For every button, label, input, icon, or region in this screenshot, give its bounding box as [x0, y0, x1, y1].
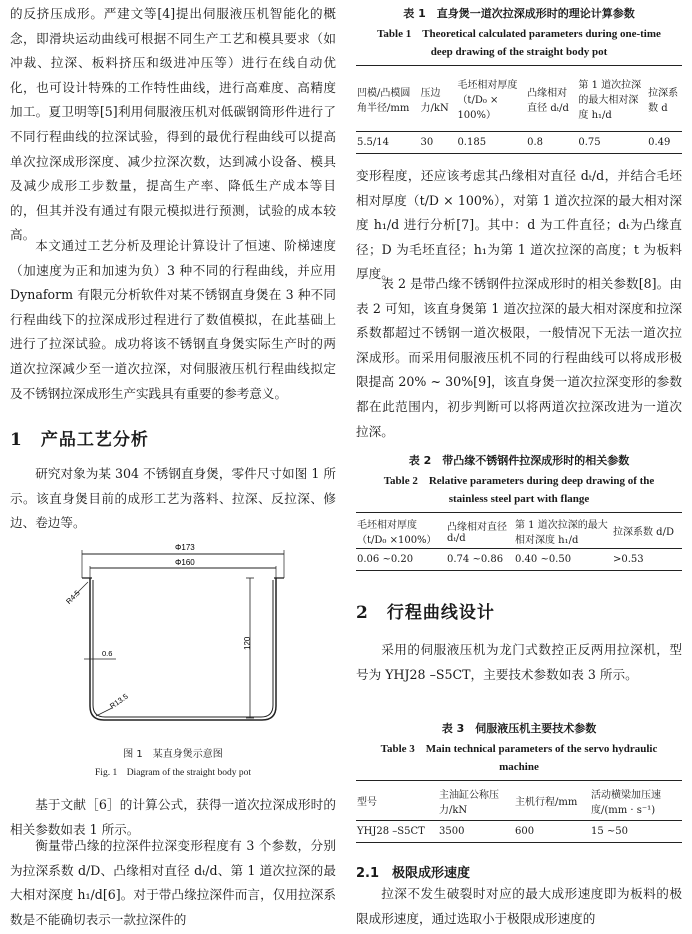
thickness-label: 0.6 — [102, 649, 113, 658]
table-1-header-thickness: 毛坯相对厚度（t/D₀ × 100%） — [457, 80, 518, 121]
table-1-row — [356, 132, 682, 154]
table-3 — [356, 780, 682, 843]
table-2-cell: 0.06 ~0.20 — [357, 554, 414, 565]
table-3-header-stroke: 主机行程/mm — [515, 797, 578, 808]
top-radius-label: R4.5 — [64, 588, 82, 606]
left-paragraph-5: 衡量带凸缘的拉深件拉深变形程度有 3 个参数，分别为拉深系数 d/D、凸缘相对直径 dₜ/d、第 1 道次拉深的最大相对深度 h₁/d[6]。对于带凸缘拉深件而言，仅用拉深系数是不能确切表示一款拉深件的 — [10, 838, 336, 927]
table-2-cell: 0.40 ~0.50 — [515, 554, 572, 565]
left-paragraph-3: 研究对象为某 304 不锈钢直身煲，零件尺寸如图 1 所示。该直身煲目前的成形工艺为落料、拉深、反拉深、修边、卷边等。 — [10, 466, 336, 531]
table-3-header-speed: 活动横梁加压速度/(mm · s⁻¹) — [591, 789, 661, 816]
table-3-row — [356, 821, 682, 843]
figure-1-caption-en: Fig. 1 Diagram of the straight body pot — [95, 768, 251, 778]
table-3-cell: 15 ~50 — [591, 826, 629, 837]
table-3-cell: 3500 — [439, 826, 465, 837]
table-2-cell: 0.74 ~0.86 — [447, 554, 504, 565]
table-2-caption-en-1: Table 2 Relative parameters during deep drawing of the — [383, 475, 655, 487]
height-label: 120 — [243, 636, 252, 650]
inner-diameter-label: Φ160 — [175, 558, 195, 567]
table-3-caption-en-2: machine — [499, 761, 539, 773]
figure-1-caption-cn: 图 1 某直身煲示意图 — [123, 749, 223, 760]
table-1 — [356, 65, 682, 154]
right-paragraph-3: 采用的伺服液压机为龙门式数控正反两用拉深机，型号为 YHJ28 –S5CT，主要技术参数如表 3 所示。 — [356, 642, 682, 682]
table-3-block — [356, 720, 682, 843]
table-3-caption-cn: 表 3 伺服液压机主要技术参数 — [441, 722, 597, 735]
table-2-caption-cn: 表 2 带凸缘不锈钢件拉深成形时的相关参数 — [408, 454, 630, 467]
table-3-header-pressure: 主油缸公称压力/kN — [439, 789, 499, 816]
right-paragraph-2: 表 2 是带凸缘不锈钢件拉深成形时的相关参数[8]。由表 2 可知，该直身煲第 1 道次拉深的最大相对深度和拉深系数都超过不锈钢一道次极限，一般情况下无法一道次拉深成形。而采用伺服液压机不同的行程曲线可以将成形极限提高 20% ~ 30%[9]，该直身煲一道次拉深变形的参数都在此范围内，初步判断可以将两道次拉深改进为一道次拉深。 — [356, 276, 682, 439]
table-3-caption-en-1: Table 3 Main technical parameters of the servo hydraulic — [380, 743, 658, 755]
table-1-header-flange: 凸缘相对直径 dₜ/d — [527, 87, 569, 114]
table-1-cell: 0.49 — [648, 137, 671, 148]
table-2 — [356, 512, 682, 571]
table-1-header-radius: 凹模/凸模圆角半径/mm — [357, 87, 411, 114]
left-paragraph-2: 本文通过工艺分析及理论计算设计了恒速、阶梯速度（加速度为正和加速为负）3 种不同的行程曲线，并应用 Dynaform 有限元分析软件对某不锈钢直身煲在 3 种不同行程曲线下的拉深成形过程进行了数值模拟，在此基础上进行了拉深试验。成功将该不锈钢直身煲实际生产时的两道次拉深减少至一道次拉深，对伺服液压机行程曲线拟定及不锈钢拉深成形生产实践具有重要的参考意义。 — [10, 238, 336, 401]
table-3-cell: 600 — [515, 826, 535, 837]
table-1-caption-en-2: deep drawing of the straight body pot — [430, 46, 608, 58]
table-2-caption-en-2: stainless steel part with flange — [448, 493, 590, 505]
table-1-header-depth: 第 1 道次拉深的最大相对深度 h₁/d — [578, 80, 642, 121]
table-2-row — [356, 549, 682, 571]
table-1-cell: 0.8 — [527, 137, 544, 148]
table-1-cell: 0.75 — [578, 137, 601, 148]
table-1-caption-cn: 表 1 直身煲一道次拉深成形时的理论计算参数 — [403, 7, 635, 20]
table-1-block — [356, 5, 682, 154]
table-2-cell: >0.53 — [613, 554, 644, 565]
subsection-2-1-heading: 2.1 极限成形速度 — [356, 866, 471, 881]
table-3-header-model: 型号 — [357, 797, 377, 808]
table-2-header-flange: 凸缘相对直径 dₜ/d — [447, 521, 507, 544]
left-paragraph-1: 的反挤压成形。严建文等[4]提出伺服液压机智能化的概念，即滑块运动曲线可根据不同生产工艺和模具要求（如冲裁、拉深、板料挤压和级进冲压等）进行在线自动优化，也可设计特殊的工作特性曲线，进行高难度、高精度加工。夏卫明等[5]利用伺服液压机对低碳钢筒形件进行了不同行程曲线的拉深试验，得到的最优行程曲线可以提高单次拉深成形深度、减少拉深次数，达到减小设备、模具及减少成形工步数量，提高生产率、降低生产成本等目的，但其并没有通过有限元模拟进行预测，试验的成本较高。 — [10, 6, 336, 243]
table-1-header-coef: 拉深系数 d — [648, 87, 679, 114]
table-2-block — [356, 452, 682, 571]
table-2-header-thickness: 毛坯相对厚度（t/D₀ ×100%） — [357, 519, 437, 546]
table-1-caption-en-1: Table 1 Theoretical calculated parameters during one-time — [377, 28, 661, 40]
table-1-header-force: 压边力/kN — [420, 87, 449, 114]
bottom-radius-label: R13.5 — [108, 691, 130, 711]
table-1-cell: 5.5/14 — [357, 137, 389, 148]
section-2-heading: 2 行程曲线设计 — [356, 603, 495, 623]
right-paragraph-1: 变形程度，还应该考虑其凸缘相对直径 dₜ/d，并结合毛坯相对厚度（t/D × 100%），对第 1 道次拉深的最大相对深度 h₁/d 进行分析[7]。其中：d 为工件直径；dₜ为凸缘直径；D 为毛坯直径；h₁为第 1 道次拉深的高度；t 为板料厚度。 — [356, 168, 682, 282]
figure-1 — [62, 538, 302, 738]
table-1-cell: 0.185 — [457, 137, 487, 148]
outer-diameter-label: Φ173 — [175, 543, 195, 552]
table-1-cell: 30 — [420, 137, 434, 148]
left-paragraph-4: 基于文献［6］的计算公式，获得一道次拉深成形时的相关参数如表 1 所示。 — [10, 797, 336, 837]
pot-drawing — [62, 538, 302, 738]
table-3-cell: YHJ28 –S5CT — [357, 826, 425, 837]
right-paragraph-4: 拉深不发生破裂时对应的最大成形速度即为板料的极限成形速度，通过选取小于极限成形速度的 — [356, 886, 682, 926]
section-1-heading: 1 产品工艺分析 — [10, 430, 149, 450]
table-2-header-coef: 拉深系数 d/D — [613, 527, 674, 538]
table-2-header-depth: 第 1 道次拉深的最大相对深度 h₁/d — [515, 519, 608, 546]
